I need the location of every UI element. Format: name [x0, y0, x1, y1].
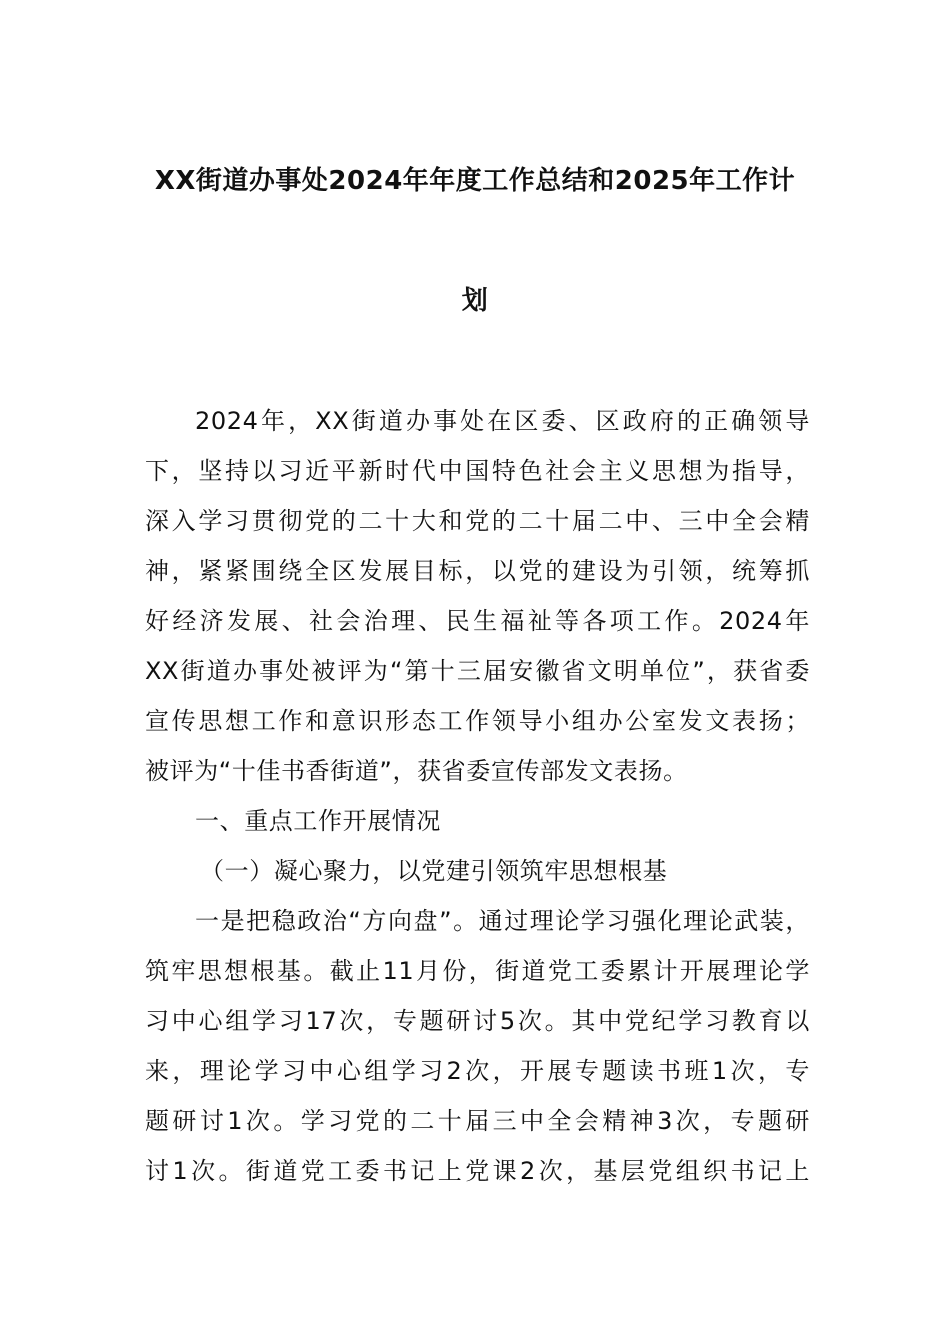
subsection-heading: （一）凝心聚力，以党建引领筑牢思想根基	[200, 857, 668, 885]
section-heading: 一、重点工作开展情况	[195, 807, 441, 835]
body-line-1: 一是把稳政治“方向盘”。通过理论学习强化理论武装，	[195, 907, 810, 935]
intro-line-3: 深入学习贯彻党的二十大和党的二十届二中、三中全会精	[145, 507, 810, 535]
body-line-6: 讨1次。街道党工委书记上党课2次，基层党组织书记上	[145, 1157, 810, 1185]
intro-line-6: XX街道办事处被评为“第十三届安徽省文明单位”，获省委	[145, 657, 810, 685]
document-title-line-1: XX街道办事处2024年年度工作总结和2025年工作计	[154, 166, 796, 196]
document-title-line-2: 划	[461, 286, 489, 316]
body-line-5: 题研讨1次。学习党的二十届三中全会精神3次，专题研	[145, 1107, 810, 1135]
intro-line-2: 下，坚持以习近平新时代中国特色社会主义思想为指导，	[145, 457, 810, 485]
intro-line-7: 宣传思想工作和意识形态工作领导小组办公室发文表扬；	[145, 707, 810, 735]
body-line-4: 来，理论学习中心组学习2次，开展专题读书班1次，专	[145, 1057, 810, 1085]
intro-line-8: 被评为“十佳书香街道”，获省委宣传部发文表扬。	[145, 757, 688, 785]
intro-line-5: 好经济发展、社会治理、民生福祉等各项工作。2024年	[145, 607, 810, 635]
body-line-2: 筑牢思想根基。截止11月份，街道党工委累计开展理论学	[145, 957, 810, 985]
body-line-3: 习中心组学习17次，专题研讨5次。其中党纪学习教育以	[145, 1007, 810, 1035]
intro-line-4: 神，紧紧围绕全区发展目标，以党的建设为引领，统筹抓	[145, 557, 810, 585]
intro-line-1: 2024年，XX街道办事处在区委、区政府的正确领导	[195, 407, 810, 435]
